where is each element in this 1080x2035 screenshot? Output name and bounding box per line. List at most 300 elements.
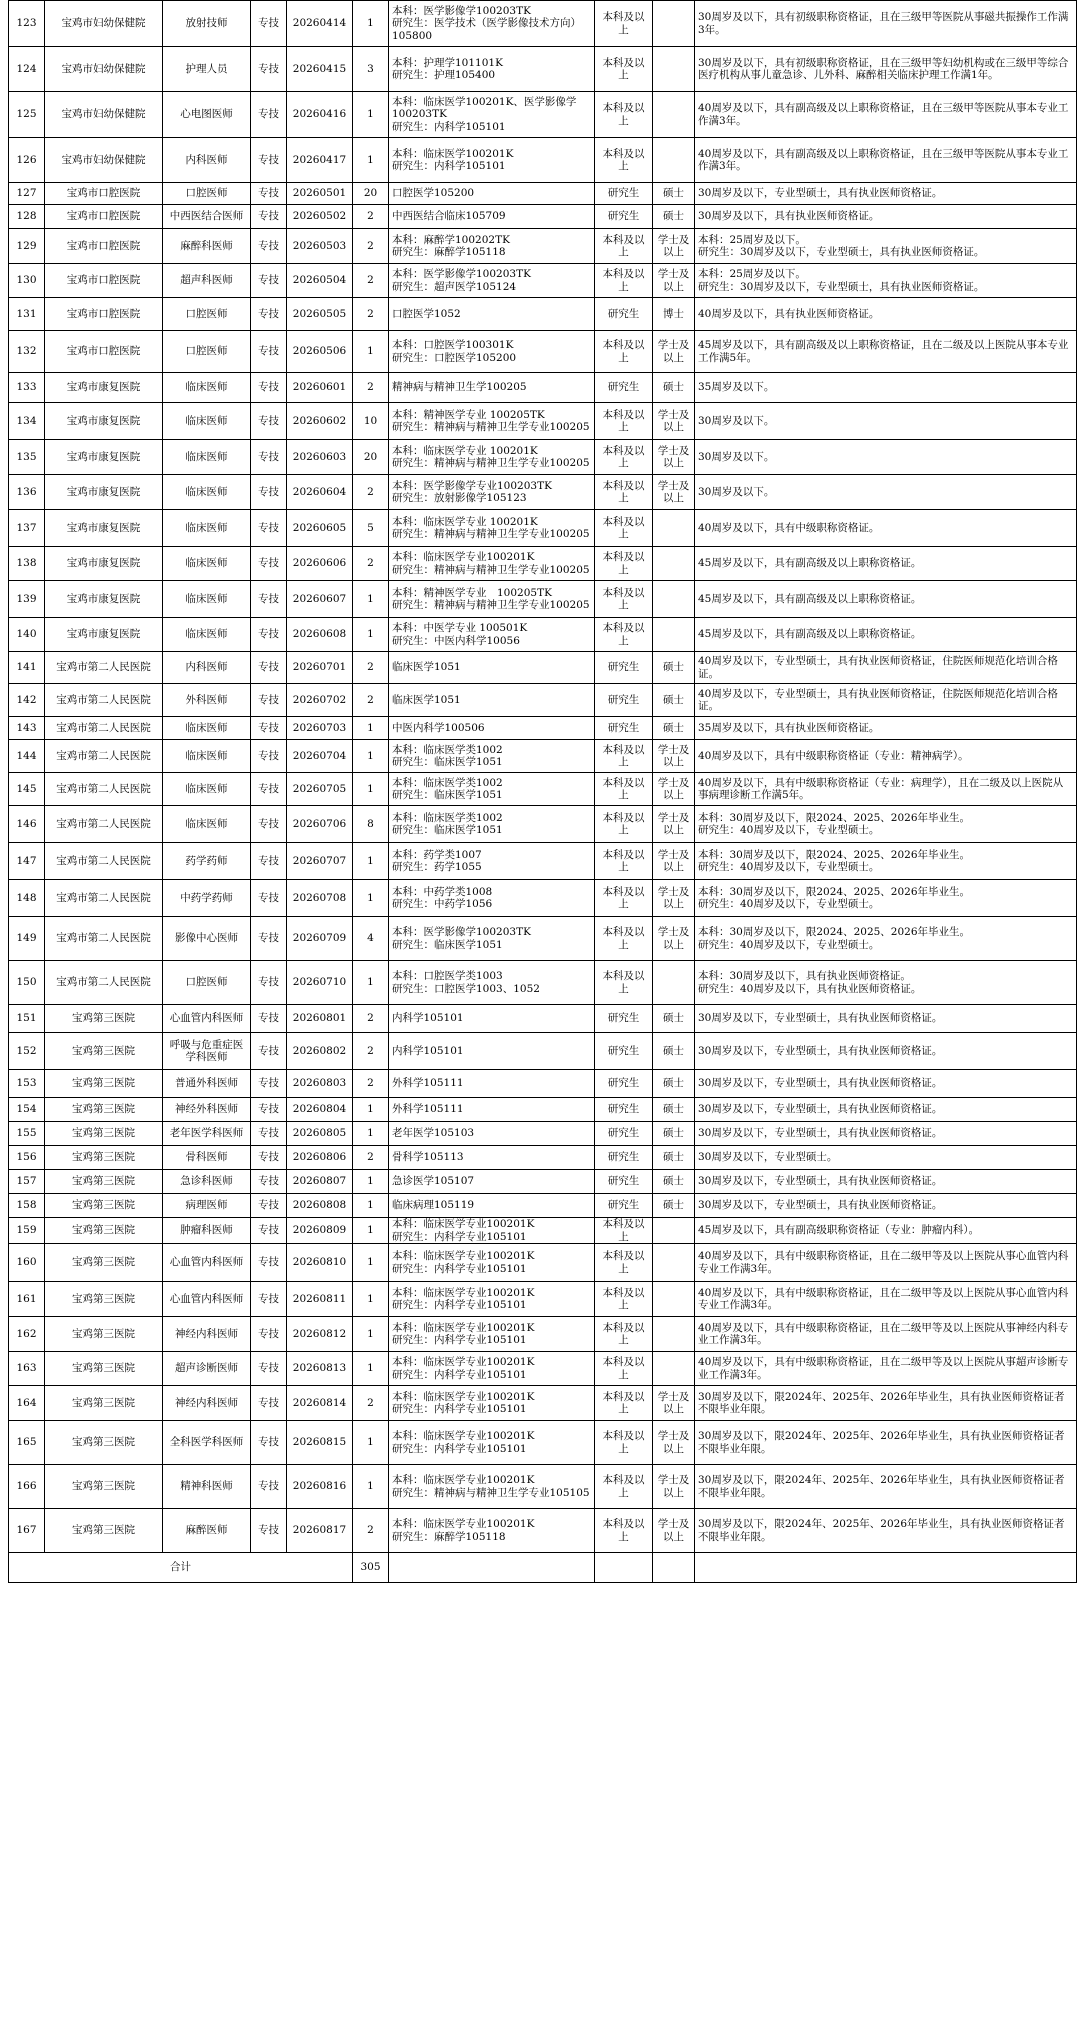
position-code: 20260706 xyxy=(287,806,353,843)
hire-count: 1 xyxy=(353,331,389,373)
position-code: 20260815 xyxy=(287,1421,353,1465)
other-requirements: 30周岁及以下。 xyxy=(695,475,1077,510)
hiring-unit: 宝鸡第三医院 xyxy=(45,1317,163,1352)
education-requirement: 本科及以上 xyxy=(595,331,653,373)
hiring-unit: 宝鸡市康复医院 xyxy=(45,475,163,510)
degree-requirement: 学士及以上 xyxy=(653,773,695,806)
education-requirement: 研究生 xyxy=(595,205,653,229)
hire-count: 2 xyxy=(353,547,389,581)
position-name: 普通外科医师 xyxy=(163,1070,251,1098)
major-requirement: 骨科学105113 xyxy=(389,1146,595,1170)
position-name: 外科医师 xyxy=(163,684,251,717)
other-requirements: 30周岁及以下，专业型硕士，具有执业医师资格证。 xyxy=(695,1070,1077,1098)
degree-requirement xyxy=(653,1317,695,1352)
major-requirement: 临床医学1051 xyxy=(389,684,595,717)
position-name: 内科医师 xyxy=(163,138,251,183)
position-type: 专技 xyxy=(251,1465,287,1509)
position-code: 20260817 xyxy=(287,1509,353,1553)
hire-count: 2 xyxy=(353,1005,389,1033)
hire-count: 5 xyxy=(353,510,389,547)
table-row xyxy=(9,1282,1077,1317)
position-type: 专技 xyxy=(251,717,287,740)
education-requirement: 本科及以上 xyxy=(595,880,653,917)
hiring-unit: 宝鸡第三医院 xyxy=(45,1218,163,1244)
degree-requirement: 学士及以上 xyxy=(653,1465,695,1509)
degree-requirement: 硕士 xyxy=(653,373,695,403)
row-number: 143 xyxy=(9,717,45,740)
position-code: 20260809 xyxy=(287,1218,353,1244)
other-requirements: 40周岁及以下，专业型硕士，具有执业医师资格证，住院医师规范化培训合格证。 xyxy=(695,684,1077,717)
hiring-unit: 宝鸡第三医院 xyxy=(45,1033,163,1070)
table-row xyxy=(9,740,1077,773)
other-requirements: 40周岁及以下，具有中级职称资格证（专业：病理学），且在二级及以上医院从事病理诊断工作满5年。 xyxy=(695,773,1077,806)
position-code: 20260414 xyxy=(287,1,353,47)
other-requirements: 30周岁及以下，限2024年、2025年、2026年毕业生，具有执业医师资格证者不限毕业年限。 xyxy=(695,1386,1077,1421)
table-row xyxy=(9,652,1077,684)
position-name: 精神科医师 xyxy=(163,1465,251,1509)
education-requirement: 本科及以上 xyxy=(595,773,653,806)
education-requirement: 研究生 xyxy=(595,1170,653,1194)
table-row xyxy=(9,684,1077,717)
position-name: 全科医学科医师 xyxy=(163,1421,251,1465)
hiring-unit: 宝鸡市康复医院 xyxy=(45,581,163,618)
position-code: 20260813 xyxy=(287,1352,353,1386)
hiring-unit: 宝鸡市口腔医院 xyxy=(45,331,163,373)
position-name: 药学药师 xyxy=(163,843,251,880)
degree-requirement xyxy=(653,1282,695,1317)
degree-requirement xyxy=(653,1352,695,1386)
position-name: 超声诊断医师 xyxy=(163,1352,251,1386)
major-requirement: 本科：医学影像学专业100203TK 研究生：放射影像学105123 xyxy=(389,475,595,510)
education-requirement: 本科及以上 xyxy=(595,1218,653,1244)
position-code: 20260811 xyxy=(287,1282,353,1317)
education-requirement: 研究生 xyxy=(595,373,653,403)
row-number: 153 xyxy=(9,1070,45,1098)
major-requirement: 本科：临床医学100201K、医学影像学100203TK 研究生：内科学105101 xyxy=(389,92,595,138)
degree-requirement: 学士及以上 xyxy=(653,331,695,373)
position-name: 临床医师 xyxy=(163,510,251,547)
education-requirement: 本科及以上 xyxy=(595,618,653,652)
degree-requirement: 学士及以上 xyxy=(653,917,695,961)
other-requirements: 45周岁及以下，具有副高级及以上职称资格证。 xyxy=(695,581,1077,618)
empty-cell xyxy=(695,1553,1077,1583)
position-name: 口腔医师 xyxy=(163,183,251,205)
row-number: 124 xyxy=(9,47,45,92)
position-code: 20260709 xyxy=(287,917,353,961)
hire-count: 1 xyxy=(353,1194,389,1218)
row-number: 151 xyxy=(9,1005,45,1033)
table-row xyxy=(9,1421,1077,1465)
position-code: 20260605 xyxy=(287,510,353,547)
degree-requirement: 硕士 xyxy=(653,684,695,717)
hire-count: 1 xyxy=(353,1098,389,1122)
education-requirement: 本科及以上 xyxy=(595,1282,653,1317)
major-requirement: 老年医学105103 xyxy=(389,1122,595,1146)
row-number: 131 xyxy=(9,298,45,331)
row-number: 140 xyxy=(9,618,45,652)
other-requirements: 本科：25周岁及以下。 研究生：30周岁及以下，专业型硕士，具有执业医师资格证。 xyxy=(695,264,1077,298)
row-number: 133 xyxy=(9,373,45,403)
position-name: 临床医师 xyxy=(163,773,251,806)
position-code: 20260601 xyxy=(287,373,353,403)
position-name: 临床医师 xyxy=(163,373,251,403)
degree-requirement: 学士及以上 xyxy=(653,880,695,917)
major-requirement: 口腔医学105200 xyxy=(389,183,595,205)
position-code: 20260608 xyxy=(287,618,353,652)
other-requirements: 40周岁及以下，具有中级职称资格证。 xyxy=(695,510,1077,547)
hiring-unit: 宝鸡市第二人民医院 xyxy=(45,717,163,740)
degree-requirement: 硕士 xyxy=(653,1146,695,1170)
table-row xyxy=(9,331,1077,373)
hire-count: 2 xyxy=(353,264,389,298)
other-requirements: 30周岁及以下。 xyxy=(695,403,1077,440)
position-code: 20260415 xyxy=(287,47,353,92)
position-code: 20260705 xyxy=(287,773,353,806)
table-row xyxy=(9,475,1077,510)
hire-count: 2 xyxy=(353,1386,389,1421)
major-requirement: 本科：临床医学专业100201K 研究生：内科学专业105101 xyxy=(389,1421,595,1465)
empty-cell xyxy=(389,1553,595,1583)
hiring-unit: 宝鸡市第二人民医院 xyxy=(45,880,163,917)
table-row xyxy=(9,1317,1077,1352)
degree-requirement xyxy=(653,1,695,47)
position-type: 专技 xyxy=(251,1,287,47)
table-row xyxy=(9,843,1077,880)
position-code: 20260703 xyxy=(287,717,353,740)
other-requirements: 40周岁及以下，具有中级职称资格证，且在二级甲等及以上医院从事心血管内科专业工作满3年。 xyxy=(695,1282,1077,1317)
hire-count: 1 xyxy=(353,1282,389,1317)
table-row xyxy=(9,1070,1077,1098)
other-requirements: 30周岁及以下，具有初级职称资格证，且在三级甲等医院从事磁共振操作工作满3年。 xyxy=(695,1,1077,47)
major-requirement: 精神病与精神卫生学100205 xyxy=(389,373,595,403)
hire-count: 1 xyxy=(353,138,389,183)
total-label: 合计 xyxy=(9,1553,353,1583)
education-requirement: 本科及以上 xyxy=(595,1509,653,1553)
other-requirements: 30周岁及以下，专业型硕士，具有执业医师资格证。 xyxy=(695,183,1077,205)
table-row xyxy=(9,773,1077,806)
hiring-unit: 宝鸡市第二人民医院 xyxy=(45,684,163,717)
major-requirement: 内科学105101 xyxy=(389,1005,595,1033)
position-code: 20260708 xyxy=(287,880,353,917)
other-requirements: 30周岁及以下，专业型硕士，具有执业医师资格证。 xyxy=(695,1170,1077,1194)
position-type: 专技 xyxy=(251,773,287,806)
position-name: 内科医师 xyxy=(163,652,251,684)
hire-count: 2 xyxy=(353,229,389,264)
major-requirement: 本科：医学影像学100203TK 研究生：医学技术（医学影像技术方向）105800 xyxy=(389,1,595,47)
hiring-unit: 宝鸡市第二人民医院 xyxy=(45,917,163,961)
hire-count: 1 xyxy=(353,1244,389,1282)
major-requirement: 口腔医学1052 xyxy=(389,298,595,331)
major-requirement: 本科：临床医学专业100201K 研究生：内科学专业105101 xyxy=(389,1282,595,1317)
position-type: 专技 xyxy=(251,1194,287,1218)
table-row xyxy=(9,510,1077,547)
hire-count: 1 xyxy=(353,1465,389,1509)
row-number: 147 xyxy=(9,843,45,880)
major-requirement: 内科学105101 xyxy=(389,1033,595,1070)
table-row xyxy=(9,1122,1077,1146)
position-name: 呼吸与危重症医学科医师 xyxy=(163,1033,251,1070)
position-type: 专技 xyxy=(251,1386,287,1421)
position-code: 20260804 xyxy=(287,1098,353,1122)
other-requirements: 30周岁及以下，专业型硕士，具有执业医师资格证。 xyxy=(695,1194,1077,1218)
hiring-unit: 宝鸡第三医院 xyxy=(45,1005,163,1033)
position-type: 专技 xyxy=(251,440,287,475)
row-number: 150 xyxy=(9,961,45,1005)
education-requirement: 研究生 xyxy=(595,1146,653,1170)
degree-requirement: 学士及以上 xyxy=(653,440,695,475)
position-code: 20260503 xyxy=(287,229,353,264)
hiring-unit: 宝鸡第三医院 xyxy=(45,1122,163,1146)
hire-count: 20 xyxy=(353,183,389,205)
position-type: 专技 xyxy=(251,1098,287,1122)
hiring-unit: 宝鸡第三医院 xyxy=(45,1098,163,1122)
table-row xyxy=(9,1244,1077,1282)
hiring-unit: 宝鸡市口腔医院 xyxy=(45,298,163,331)
position-code: 20260502 xyxy=(287,205,353,229)
position-name: 临床医师 xyxy=(163,403,251,440)
row-number: 156 xyxy=(9,1146,45,1170)
education-requirement: 研究生 xyxy=(595,652,653,684)
position-type: 专技 xyxy=(251,1146,287,1170)
table-row xyxy=(9,138,1077,183)
education-requirement: 本科及以上 xyxy=(595,917,653,961)
position-code: 20260501 xyxy=(287,183,353,205)
position-type: 专技 xyxy=(251,403,287,440)
table-row xyxy=(9,47,1077,92)
position-name: 临床医师 xyxy=(163,740,251,773)
position-type: 专技 xyxy=(251,740,287,773)
row-number: 148 xyxy=(9,880,45,917)
hire-count: 2 xyxy=(353,475,389,510)
table-row xyxy=(9,1,1077,47)
degree-requirement xyxy=(653,1244,695,1282)
education-requirement: 本科及以上 xyxy=(595,547,653,581)
position-code: 20260807 xyxy=(287,1170,353,1194)
hire-count: 1 xyxy=(353,1170,389,1194)
major-requirement: 外科学105111 xyxy=(389,1070,595,1098)
other-requirements: 45周岁及以下，具有副高级及以上职称资格证，且在二级及以上医院从事本专业工作满5年。 xyxy=(695,331,1077,373)
degree-requirement xyxy=(653,581,695,618)
hiring-unit: 宝鸡市第二人民医院 xyxy=(45,961,163,1005)
degree-requirement: 学士及以上 xyxy=(653,843,695,880)
major-requirement: 本科：临床医学专业100201K 研究生：内科学专业105101 xyxy=(389,1352,595,1386)
position-type: 专技 xyxy=(251,331,287,373)
hiring-unit: 宝鸡市口腔医院 xyxy=(45,183,163,205)
major-requirement: 本科：中医学专业 100501K 研究生：中医内科学10056 xyxy=(389,618,595,652)
position-type: 专技 xyxy=(251,1070,287,1098)
position-name: 影像中心医师 xyxy=(163,917,251,961)
hiring-unit: 宝鸡市口腔医院 xyxy=(45,205,163,229)
major-requirement: 本科：临床医学专业100201K 研究生：精神病与精神卫生学专业105105 xyxy=(389,1465,595,1509)
hiring-unit: 宝鸡市口腔医院 xyxy=(45,264,163,298)
position-code: 20260812 xyxy=(287,1317,353,1352)
row-number: 130 xyxy=(9,264,45,298)
hiring-unit: 宝鸡第三医院 xyxy=(45,1509,163,1553)
degree-requirement: 硕士 xyxy=(653,1005,695,1033)
table-body xyxy=(9,1,1077,1583)
degree-requirement: 硕士 xyxy=(653,205,695,229)
major-requirement: 本科：口腔医学类1003 研究生：口腔医学1003、1052 xyxy=(389,961,595,1005)
table-row xyxy=(9,1170,1077,1194)
position-code: 20260702 xyxy=(287,684,353,717)
hiring-unit: 宝鸡第三医院 xyxy=(45,1244,163,1282)
table-row xyxy=(9,1098,1077,1122)
major-requirement: 临床医学1051 xyxy=(389,652,595,684)
hiring-unit: 宝鸡市第二人民医院 xyxy=(45,740,163,773)
row-number: 129 xyxy=(9,229,45,264)
hiring-unit: 宝鸡第三医院 xyxy=(45,1146,163,1170)
row-number: 157 xyxy=(9,1170,45,1194)
table-row xyxy=(9,92,1077,138)
hire-count: 1 xyxy=(353,581,389,618)
position-type: 专技 xyxy=(251,880,287,917)
position-name: 麻醉科医师 xyxy=(163,229,251,264)
position-type: 专技 xyxy=(251,1421,287,1465)
education-requirement: 本科及以上 xyxy=(595,1317,653,1352)
position-type: 专技 xyxy=(251,1170,287,1194)
hire-count: 2 xyxy=(353,373,389,403)
position-code: 20260803 xyxy=(287,1070,353,1098)
row-number: 152 xyxy=(9,1033,45,1070)
position-type: 专技 xyxy=(251,806,287,843)
other-requirements: 本科：30周岁及以下，限2024、2025、2026年毕业生。 研究生：40周岁及以下，专业型硕士。 xyxy=(695,880,1077,917)
major-requirement: 本科：精神医学专业 100205TK 研究生：精神病与精神卫生学专业100205 xyxy=(389,581,595,618)
table-row xyxy=(9,403,1077,440)
degree-requirement: 学士及以上 xyxy=(653,1421,695,1465)
major-requirement: 本科：临床医学专业100201K 研究生：内科学专业105101 xyxy=(389,1317,595,1352)
position-name: 超声科医师 xyxy=(163,264,251,298)
major-requirement: 本科：临床医学专业100201K 研究生：精神病与精神卫生学专业100205 xyxy=(389,547,595,581)
row-number: 145 xyxy=(9,773,45,806)
education-requirement: 本科及以上 xyxy=(595,264,653,298)
position-type: 专技 xyxy=(251,843,287,880)
education-requirement: 本科及以上 xyxy=(595,961,653,1005)
row-number: 123 xyxy=(9,1,45,47)
degree-requirement xyxy=(653,1218,695,1244)
education-requirement: 本科及以上 xyxy=(595,440,653,475)
position-name: 心血管内科医师 xyxy=(163,1244,251,1282)
degree-requirement: 博士 xyxy=(653,298,695,331)
position-name: 临床医师 xyxy=(163,547,251,581)
degree-requirement: 硕士 xyxy=(653,1070,695,1098)
table-row xyxy=(9,961,1077,1005)
position-code: 20260416 xyxy=(287,92,353,138)
position-type: 专技 xyxy=(251,1352,287,1386)
hire-count: 2 xyxy=(353,1146,389,1170)
hire-count: 1 xyxy=(353,880,389,917)
position-name: 中西医结合医师 xyxy=(163,205,251,229)
major-requirement: 本科：医学影像学100203TK 研究生：临床医学1051 xyxy=(389,917,595,961)
degree-requirement: 学士及以上 xyxy=(653,740,695,773)
table-row xyxy=(9,264,1077,298)
education-requirement: 本科及以上 xyxy=(595,1352,653,1386)
major-requirement: 本科：临床医学类1002 研究生：临床医学1051 xyxy=(389,806,595,843)
position-code: 20260808 xyxy=(287,1194,353,1218)
table-row xyxy=(9,229,1077,264)
row-number: 146 xyxy=(9,806,45,843)
other-requirements: 本科：30周岁及以下，限2024、2025、2026年毕业生。 研究生：40周岁及以下，专业型硕士。 xyxy=(695,806,1077,843)
other-requirements: 35周岁及以下。 xyxy=(695,373,1077,403)
other-requirements: 30周岁及以下，限2024年、2025年、2026年毕业生，具有执业医师资格证者不限毕业年限。 xyxy=(695,1421,1077,1465)
row-number: 144 xyxy=(9,740,45,773)
major-requirement: 本科：医学影像学100203TK 研究生：超声医学105124 xyxy=(389,264,595,298)
other-requirements: 30周岁及以下，专业型硕士，具有执业医师资格证。 xyxy=(695,1033,1077,1070)
other-requirements: 30周岁及以下，专业型硕士。 xyxy=(695,1146,1077,1170)
hiring-unit: 宝鸡第三医院 xyxy=(45,1386,163,1421)
table-row xyxy=(9,1509,1077,1553)
education-requirement: 本科及以上 xyxy=(595,740,653,773)
major-requirement: 本科：麻醉学100202TK 研究生：麻醉学105118 xyxy=(389,229,595,264)
hiring-unit: 宝鸡市康复医院 xyxy=(45,547,163,581)
table-row xyxy=(9,1005,1077,1033)
position-code: 20260606 xyxy=(287,547,353,581)
position-name: 神经内科医师 xyxy=(163,1386,251,1421)
degree-requirement: 学士及以上 xyxy=(653,806,695,843)
total-row xyxy=(9,1553,1077,1583)
degree-requirement xyxy=(653,547,695,581)
other-requirements: 30周岁及以下，限2024年、2025年、2026年毕业生，具有执业医师资格证者不限毕业年限。 xyxy=(695,1509,1077,1553)
other-requirements: 40周岁及以下，具有中级职称资格证，且在二级甲等及以上医院从事心血管内科专业工作满3年。 xyxy=(695,1244,1077,1282)
position-code: 20260801 xyxy=(287,1005,353,1033)
major-requirement: 本科：护理学101101K 研究生：护理105400 xyxy=(389,47,595,92)
education-requirement: 研究生 xyxy=(595,1033,653,1070)
hiring-unit: 宝鸡市妇幼保健院 xyxy=(45,138,163,183)
table-row xyxy=(9,440,1077,475)
education-requirement: 研究生 xyxy=(595,1194,653,1218)
empty-cell xyxy=(595,1553,653,1583)
position-code: 20260604 xyxy=(287,475,353,510)
row-number: 155 xyxy=(9,1122,45,1146)
education-requirement: 本科及以上 xyxy=(595,843,653,880)
education-requirement: 研究生 xyxy=(595,1070,653,1098)
row-number: 138 xyxy=(9,547,45,581)
position-type: 专技 xyxy=(251,475,287,510)
hire-count: 2 xyxy=(353,1509,389,1553)
hiring-unit: 宝鸡市康复医院 xyxy=(45,403,163,440)
table-row xyxy=(9,1146,1077,1170)
position-type: 专技 xyxy=(251,917,287,961)
row-number: 161 xyxy=(9,1282,45,1317)
other-requirements: 40周岁及以下，具有中级职称资格证，且在二级甲等及以上医院从事神经内科专业工作满3年。 xyxy=(695,1317,1077,1352)
education-requirement: 本科及以上 xyxy=(595,1465,653,1509)
education-requirement: 本科及以上 xyxy=(595,1,653,47)
table-row xyxy=(9,298,1077,331)
position-code: 20260506 xyxy=(287,331,353,373)
hiring-unit: 宝鸡第三医院 xyxy=(45,1170,163,1194)
major-requirement: 本科：临床医学专业100201K 研究生：内科学专业105101 xyxy=(389,1386,595,1421)
position-name: 放射技师 xyxy=(163,1,251,47)
table-row xyxy=(9,547,1077,581)
other-requirements: 本科：30周岁及以下，限2024、2025、2026年毕业生。 研究生：40周岁及以下，专业型硕士。 xyxy=(695,917,1077,961)
table-row xyxy=(9,1033,1077,1070)
major-requirement: 本科：临床医学类1002 研究生：临床医学1051 xyxy=(389,740,595,773)
hiring-unit: 宝鸡市口腔医院 xyxy=(45,229,163,264)
row-number: 142 xyxy=(9,684,45,717)
hire-count: 1 xyxy=(353,1421,389,1465)
hire-count: 20 xyxy=(353,440,389,475)
hiring-unit: 宝鸡市妇幼保健院 xyxy=(45,47,163,92)
position-name: 老年医学科医师 xyxy=(163,1122,251,1146)
row-number: 125 xyxy=(9,92,45,138)
position-code: 20260805 xyxy=(287,1122,353,1146)
hire-count: 1 xyxy=(353,717,389,740)
hire-count: 1 xyxy=(353,1122,389,1146)
row-number: 137 xyxy=(9,510,45,547)
hiring-unit: 宝鸡市第二人民医院 xyxy=(45,652,163,684)
hire-count: 1 xyxy=(353,1317,389,1352)
other-requirements: 30周岁及以下。 xyxy=(695,440,1077,475)
major-requirement: 中医内科学100506 xyxy=(389,717,595,740)
